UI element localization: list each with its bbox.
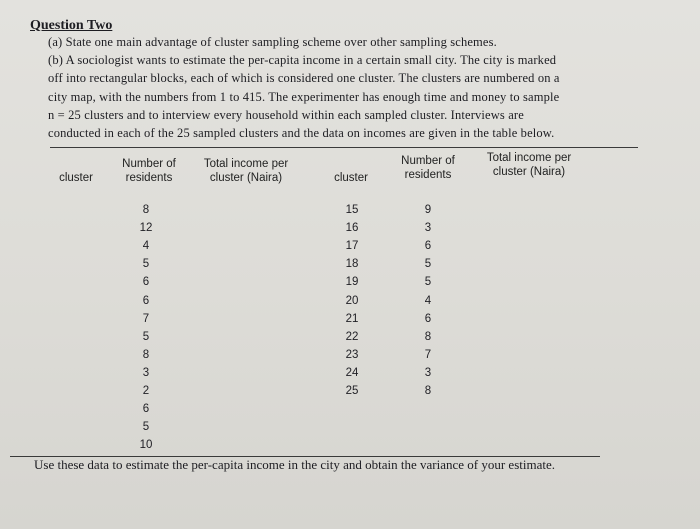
table-cell: 19 bbox=[345, 276, 359, 289]
table-cell: 5 bbox=[142, 421, 150, 434]
header-cluster-right: cluster bbox=[334, 172, 368, 184]
table-cell: 8 bbox=[142, 204, 150, 216]
table-cell: 23 bbox=[345, 348, 359, 361]
table-cell: 20 bbox=[345, 294, 359, 307]
part-b-text bbox=[48, 51, 648, 142]
table-cell: 17 bbox=[345, 240, 359, 253]
table-cell: 9 bbox=[424, 204, 432, 216]
table-cell: 3 bbox=[424, 222, 432, 235]
table-cell: 4 bbox=[424, 294, 432, 307]
table-cell: 2 bbox=[142, 385, 150, 397]
part-b-line: off into rectangular blocks, each of which is considered one cluster. The clusters are numbered on a bbox=[48, 71, 560, 86]
table-cell: 5 bbox=[142, 258, 150, 271]
table-cell: 6 bbox=[142, 294, 150, 307]
part-b-line: (b) A sociologist wants to estimate the per-capita income in a certain small city. The city is marked bbox=[48, 53, 557, 68]
table-cell: 5 bbox=[424, 258, 432, 271]
table-cell: 8 bbox=[142, 348, 150, 361]
question-title: Question Two bbox=[30, 18, 113, 33]
table-cell: 7 bbox=[142, 312, 150, 325]
table-cell: 3 bbox=[142, 366, 150, 379]
table-cell: 18 bbox=[345, 258, 359, 271]
table-cell: 6 bbox=[142, 403, 150, 416]
header-cluster-left: cluster bbox=[59, 172, 93, 184]
table-cell: 3 bbox=[424, 366, 432, 379]
table-cell: 5 bbox=[424, 276, 432, 289]
table-cell: 22 bbox=[345, 330, 359, 343]
table-cell: 8 bbox=[424, 330, 432, 343]
header-residents-left: Number of residents bbox=[122, 158, 176, 184]
part-b-line: n = 25 clusters and to interview every household within each sampled cluster. Interviews are bbox=[48, 107, 524, 122]
table-top-rule bbox=[50, 147, 638, 148]
header-income-right: Total income per cluster (Naira) bbox=[486, 152, 572, 178]
table-cell: 6 bbox=[424, 312, 432, 325]
table-cell: 12 bbox=[139, 222, 153, 235]
table-cell: 4 bbox=[142, 240, 150, 253]
table-cell: 24 bbox=[345, 366, 359, 379]
table-cell: 16 bbox=[345, 222, 359, 235]
table-cell: 10 bbox=[139, 439, 153, 452]
table-cell: 15 bbox=[345, 204, 359, 216]
table-cell: 7 bbox=[424, 348, 432, 361]
table-cell: 6 bbox=[142, 276, 150, 289]
table-cell: 8 bbox=[424, 385, 432, 397]
header-residents-right: Number of residents bbox=[401, 155, 455, 181]
question-instruction: Use these data to estimate the per-capita income in the city and obtain the variance of your estimate. bbox=[34, 457, 555, 472]
part-b-line: conducted in each of the 25 sampled clusters and the data on incomes are given in the table below. bbox=[48, 126, 555, 141]
part-b-line: city map, with the numbers from 1 to 415. The experimenter has enough time and money to sample bbox=[48, 89, 560, 104]
question-text bbox=[48, 33, 648, 142]
table-cell: 21 bbox=[345, 312, 359, 325]
header-income-left: Total income per cluster (Naira) bbox=[203, 158, 289, 184]
part-a-text: (a) State one main advantage of cluster sampling scheme over other sampling schemes. bbox=[48, 35, 497, 49]
table-cell: 5 bbox=[142, 330, 150, 343]
table-cell: 25 bbox=[345, 385, 359, 397]
table-cell: 6 bbox=[424, 240, 432, 253]
